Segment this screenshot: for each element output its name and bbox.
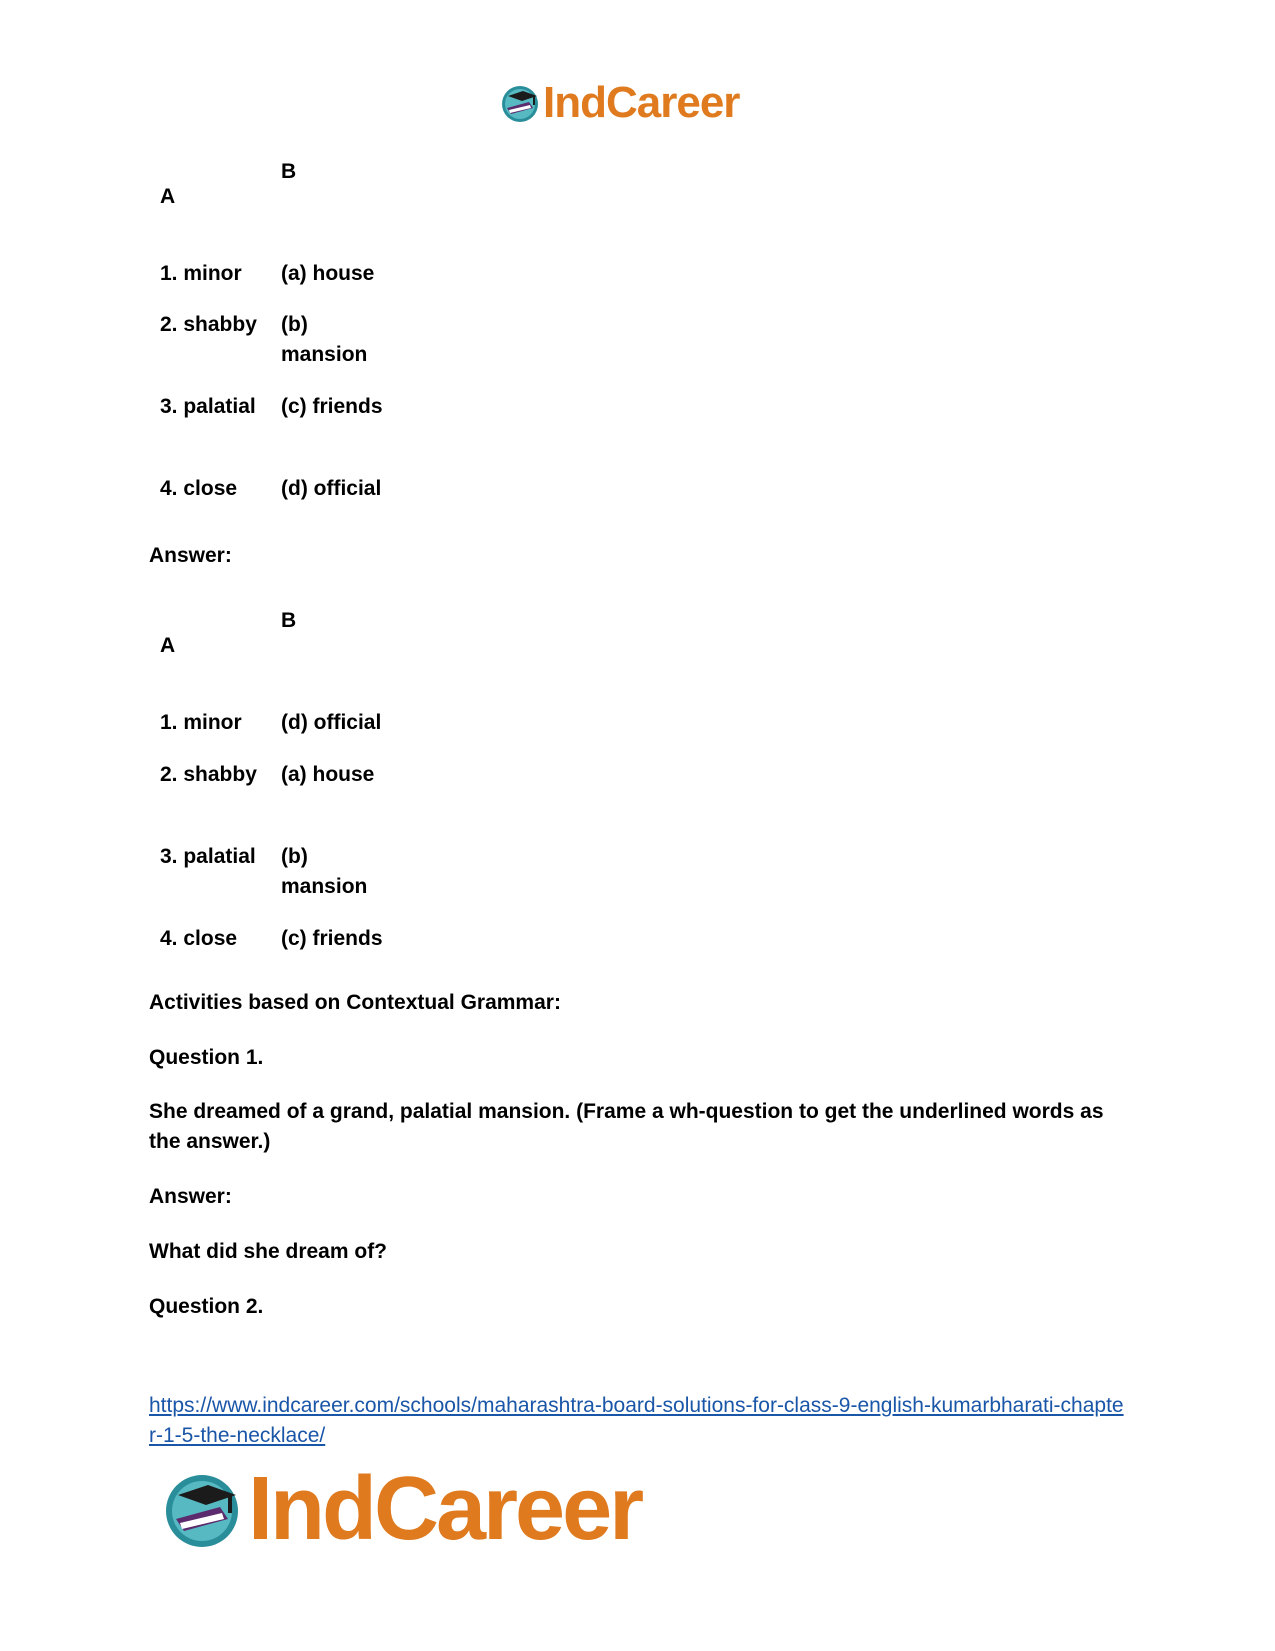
table-cell-b: (a) house (281, 763, 375, 786)
table-cell-b: (b) mansion (281, 313, 368, 366)
section-title: Activities based on Contextual Grammar: (149, 991, 561, 1014)
table-cell-a: 3. palatial (160, 845, 256, 868)
table-cell-a: 4. close (160, 477, 238, 500)
graduation-book-globe-icon (160, 1467, 244, 1551)
answer-label: Answer: (149, 544, 232, 567)
brand-name: IndCareer (543, 78, 740, 127)
table-cell-b: (c) friends (281, 927, 383, 950)
column-a-header: A (160, 634, 176, 657)
table-cell-a: 4. close (160, 927, 238, 950)
table-cell-a: 2. shabby (160, 313, 257, 336)
table-cell-b: (c) friends (281, 395, 383, 418)
footer-link[interactable]: https://www.indcareer.com/schools/maharashtra-board-solutions-for-class-9-english-kumarbharati-chapter-1-5-the-necklace/ (149, 1394, 1124, 1447)
table-cell-a: 1. minor (160, 262, 242, 285)
table-cell-b: (d) official (281, 477, 382, 500)
question-1-text: She dreamed of a grand, palatial mansion. (Frame a wh-question to get the underlined words as the answer.) (149, 1100, 1104, 1153)
column-b-header: B (281, 160, 297, 183)
brand-name: IndCareer (248, 1458, 642, 1559)
table-cell-b: (b) mansion (281, 845, 368, 898)
footer-logo (160, 1458, 642, 1559)
table-cell-a: 3. palatial (160, 395, 256, 418)
question-2-label: Question 2. (149, 1295, 264, 1318)
header-logo (499, 78, 739, 128)
table-cell-a: 1. minor (160, 711, 242, 734)
table-cell-b: (a) house (281, 262, 375, 285)
graduation-book-globe-icon (499, 82, 541, 124)
answer-label: Answer: (149, 1185, 232, 1208)
column-b-header: B (281, 609, 297, 632)
answer-1-text: What did she dream of? (149, 1240, 388, 1263)
table-cell-a: 2. shabby (160, 763, 257, 786)
question-1-label: Question 1. (149, 1046, 264, 1069)
column-a-header: A (160, 185, 176, 208)
table-cell-b: (d) official (281, 711, 382, 734)
